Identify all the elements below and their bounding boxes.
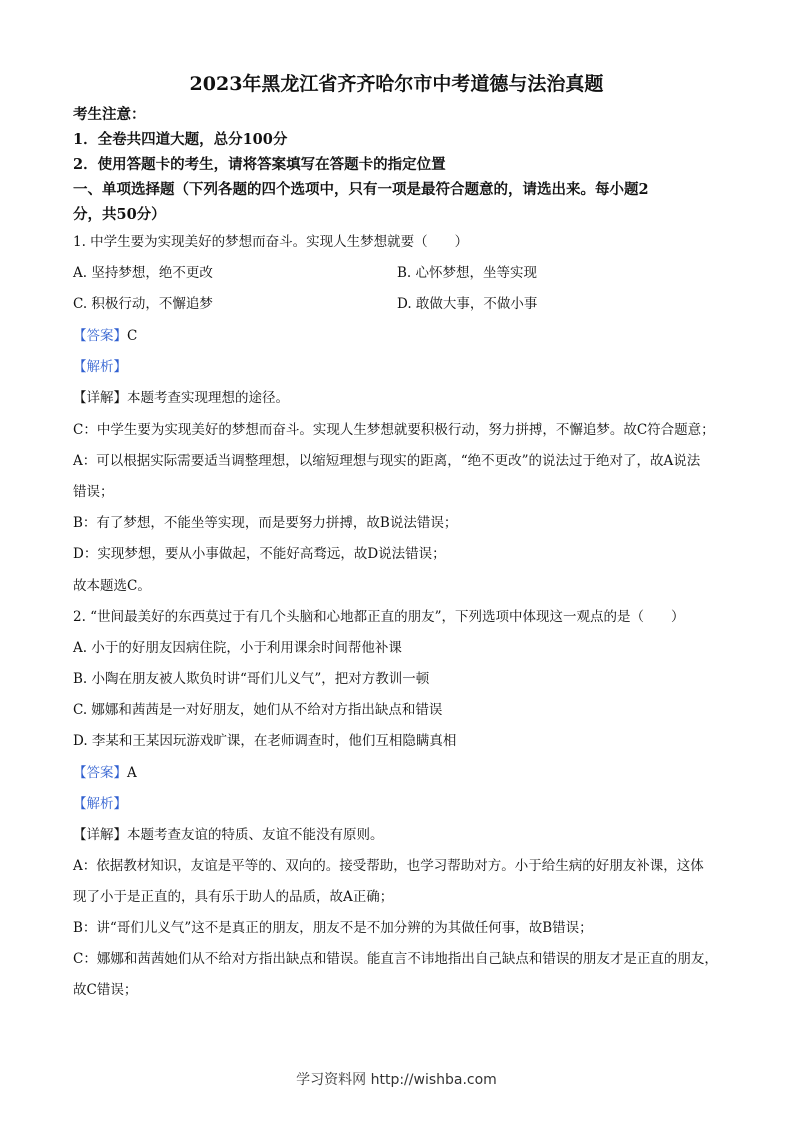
question-2-explanation-line: B：讲“哥们儿义气”这不是真正的朋友，朋友不是不加分辨的为其做任何事，故B错误； xyxy=(73,920,593,936)
section-heading-cont: 分，共50分） xyxy=(73,206,166,223)
question-2-explanation-line: A：依据教材知识，友谊是平等的、双向的。接受帮助，也学习帮助对方。小于给生病的好朋友补课，这体 xyxy=(73,858,704,874)
question-1-option-d: D. 敢做大事，不做小事 xyxy=(397,296,538,312)
question-1-detail xyxy=(73,387,723,409)
answer-label: 【答案】 xyxy=(73,765,127,781)
answer-label: 【答案】 xyxy=(73,328,127,344)
detail-label: 【详解】 xyxy=(73,390,127,406)
notice-item-1: 1．全卷共四道大题，总分100分 xyxy=(73,131,288,148)
question-2-option-d: D. 李某和王某因玩游戏旷课，在老师调查时，他们互相隐瞒真相 xyxy=(73,733,457,749)
question-2-option-a: A. 小于的好朋友因病住院，小于利用课余时间帮他补课 xyxy=(73,640,402,656)
question-1-option-c: C. 积极行动，不懈追梦 xyxy=(73,296,213,312)
question-2-explanation-line: 现了小于是正直的，具有乐于助人的品质，故A正确； xyxy=(73,889,394,905)
question-1-conclusion: 故本题选C。 xyxy=(73,578,151,594)
question-1-explanation-line: D：实现梦想，要从小事做起，不能好高骛远，故D说法错误； xyxy=(73,546,446,562)
page-title: 2023年黑龙江省齐齐哈尔市中考道德与法治真题 xyxy=(189,73,604,95)
question-2-detail xyxy=(73,824,723,846)
question-1-stem: 1. 中学生要为实现美好的梦想而奋斗。实现人生梦想就要（ ） xyxy=(73,234,469,250)
question-1-analysis-label: 【解析】 xyxy=(73,359,127,375)
section-heading: 一、单项选择题（下列各题的四个选项中，只有一项是最符合题意的，请选出来。每小题2 xyxy=(73,181,649,198)
question-2-option-b: B. 小陶在朋友被人欺负时讲“哥们儿义气”，把对方教训一顿 xyxy=(73,671,430,687)
answer-value: C xyxy=(127,328,138,344)
question-1-explanation-line: 错误； xyxy=(73,484,114,500)
question-1-option-b: B. 心怀梦想，坐等实现 xyxy=(397,265,538,281)
question-1-option-a: A. 坚持梦想，绝不更改 xyxy=(73,265,213,281)
page-footer-watermark: 学习资料网 http://wishba.com xyxy=(296,1072,497,1088)
detail-label: 【详解】 xyxy=(73,827,127,843)
detail-text: 本题考查友谊的特质、友谊不能没有原则。 xyxy=(127,827,384,843)
notice-item-2: 2．使用答题卡的考生，请将答案填写在答题卡的指定位置 xyxy=(73,156,446,173)
question-1-explanation-line: C：中学生要为实现美好的梦想而奋斗。实现人生梦想就要积极行动，努力拼搏，不懈追梦。故C符合题意； xyxy=(73,422,715,438)
notice-heading: 考生注意： xyxy=(73,106,146,123)
answer-value: A xyxy=(127,765,137,781)
question-2-option-c: C. 娜娜和茜茜是一对好朋友，她们从不给对方指出缺点和错误 xyxy=(73,702,443,718)
detail-text: 本题考查实现理想的途径。 xyxy=(127,390,289,406)
question-1-answer xyxy=(73,325,723,347)
question-2-answer xyxy=(73,762,723,784)
question-2-analysis-label: 【解析】 xyxy=(73,796,127,812)
question-1-explanation-line: B：有了梦想，不能坐等实现，而是要努力拼搏，故B说法错误； xyxy=(73,515,458,531)
question-2-explanation-line: 故C错误； xyxy=(73,982,138,998)
question-2-stem: 2. “世间最美好的东西莫过于有几个头脑和心地都正直的朋友”，下列选项中体现这一观点的是（ ） xyxy=(73,609,685,625)
question-1-explanation-line: A：可以根据实际需要适当调整理想，以缩短理想与现实的距离，“绝不更改”的说法过于绝对了，故A说法 xyxy=(73,453,701,469)
question-2-explanation-line: C：娜娜和茜茜她们从不给对方指出缺点和错误。能直言不讳地指出自己缺点和错误的朋友才是正直的朋友， xyxy=(73,951,718,967)
